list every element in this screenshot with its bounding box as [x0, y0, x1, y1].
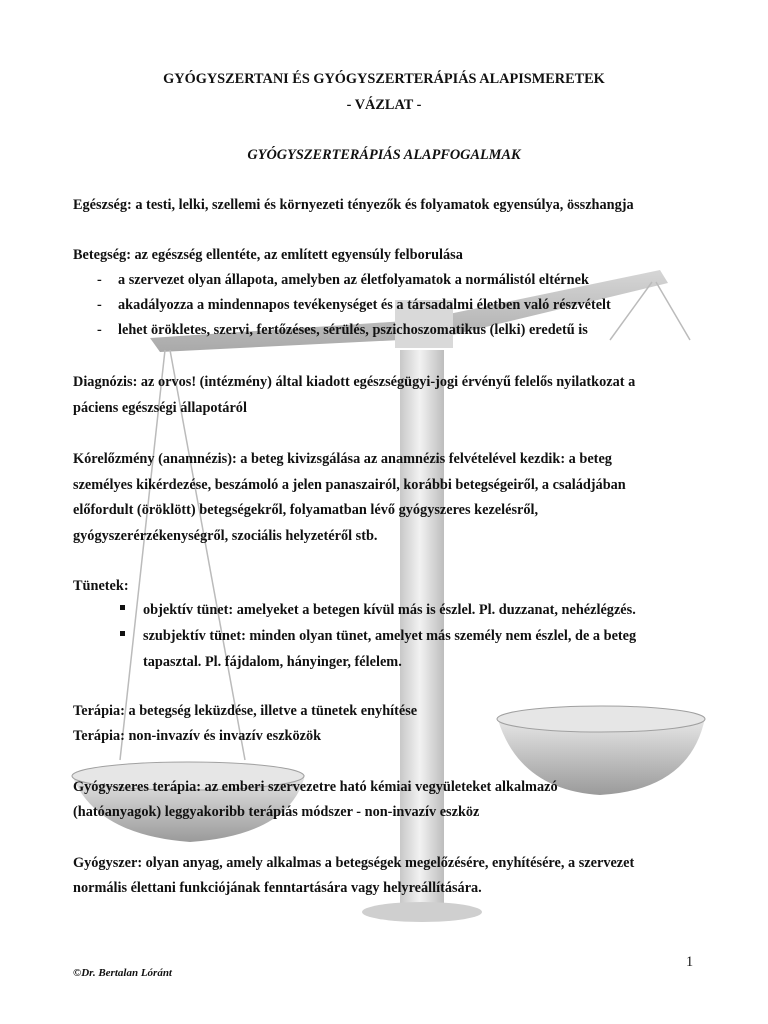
bullet-marker: -: [97, 322, 102, 338]
betegseg-item: a szervezet olyan állapota, amelyben az életfolyamatok a normálistól eltérnek: [118, 272, 589, 288]
betegseg-item: lehet örökletes, szervi, fertőzéses, sérülés, pszichoszomatikus (lelki) eredetű is: [118, 322, 588, 338]
korelozmeny-line: személyes kikérdezése, beszámoló a jelen panaszairól, korábbi betegségeiről, a családjában: [73, 477, 626, 493]
korelozmeny-line: gyógyszerérzékenységről, szociális helyzetéről stb.: [73, 528, 378, 544]
tunetek-heading: Tünetek:: [73, 578, 129, 594]
gyogyszeres-terapia-line: (hatóanyagok) leggyakoribb terápiás módszer - non-invazív eszköz: [73, 804, 480, 820]
tunet-szubjektiv-cont: tapasztal. Pl. fájdalom, hányinger, félelem.: [143, 654, 402, 670]
square-bullet-icon: [120, 605, 125, 610]
betegseg-heading: Betegség: az egészség ellentéte, az említett egyensúly felborulása: [73, 247, 463, 263]
betegseg-item: akadályozza a mindennapos tevékenységet és a társadalmi életben való részvételt: [118, 297, 611, 313]
korelozmeny-line: előfordult (öröklött) betegségekről, folyamatban lévő gyógyszeres kezelésről,: [73, 502, 539, 518]
document-subtitle: - VÁZLAT -: [346, 97, 422, 113]
square-bullet-icon: [120, 631, 125, 636]
bullet-marker: -: [97, 272, 102, 288]
diagnozis-line: páciens egészségi állapotáról: [73, 400, 247, 416]
section-title: GYÓGYSZERTERÁPIÁS ALAPFOGALMAK: [247, 147, 521, 163]
page-number: 1: [686, 954, 694, 970]
tunet-objektiv: objektív tünet: amelyeket a betegen kívül más is észlel. Pl. duzzanat, nehézlégzés.: [143, 602, 636, 618]
terapia-definition: Terápia: a betegség leküzdése, illetve a tünetek enyhítése: [73, 703, 418, 719]
tunet-szubjektiv: szubjektív tünet: minden olyan tünet, amelyet más személy nem észlel, de a beteg: [143, 628, 637, 644]
egeszseg-definition: Egészség: a testi, lelki, szellemi és környezeti tényezők és folyamatok egyensúlya, összhangja: [73, 197, 634, 213]
gyogyszer-line: Gyógyszer: olyan anyag, amely alkalmas a betegségek megelőzésére, enyhítésére, a szervezet: [73, 855, 635, 871]
korelozmeny-line: Kórelőzmény (anamnézis): a beteg kivizsgálása az anamnézis felvételével kezdik: a beteg: [73, 451, 612, 467]
diagnozis-line: Diagnózis: az orvos! (intézmény) által kiadott egészségügyi-jogi érvényű felelős nyilatkozat a: [73, 374, 636, 390]
terapia-tools: Terápia: non-invazív és invazív eszközök: [73, 728, 322, 744]
gyogyszer-line: normális élettani funkciójának fenntartására vagy helyreállítására.: [73, 880, 482, 896]
gyogyszeres-terapia-line: Gyógyszeres terápia: az emberi szervezetre ható kémiai vegyületeket alkalmazó: [73, 779, 558, 795]
document-title: GYÓGYSZERTANI ÉS GYÓGYSZERTERÁPIÁS ALAPISMERETEK: [163, 71, 605, 87]
footer-author: ©Dr. Bertalan Lóránt: [73, 967, 172, 979]
bullet-marker: -: [97, 297, 102, 313]
